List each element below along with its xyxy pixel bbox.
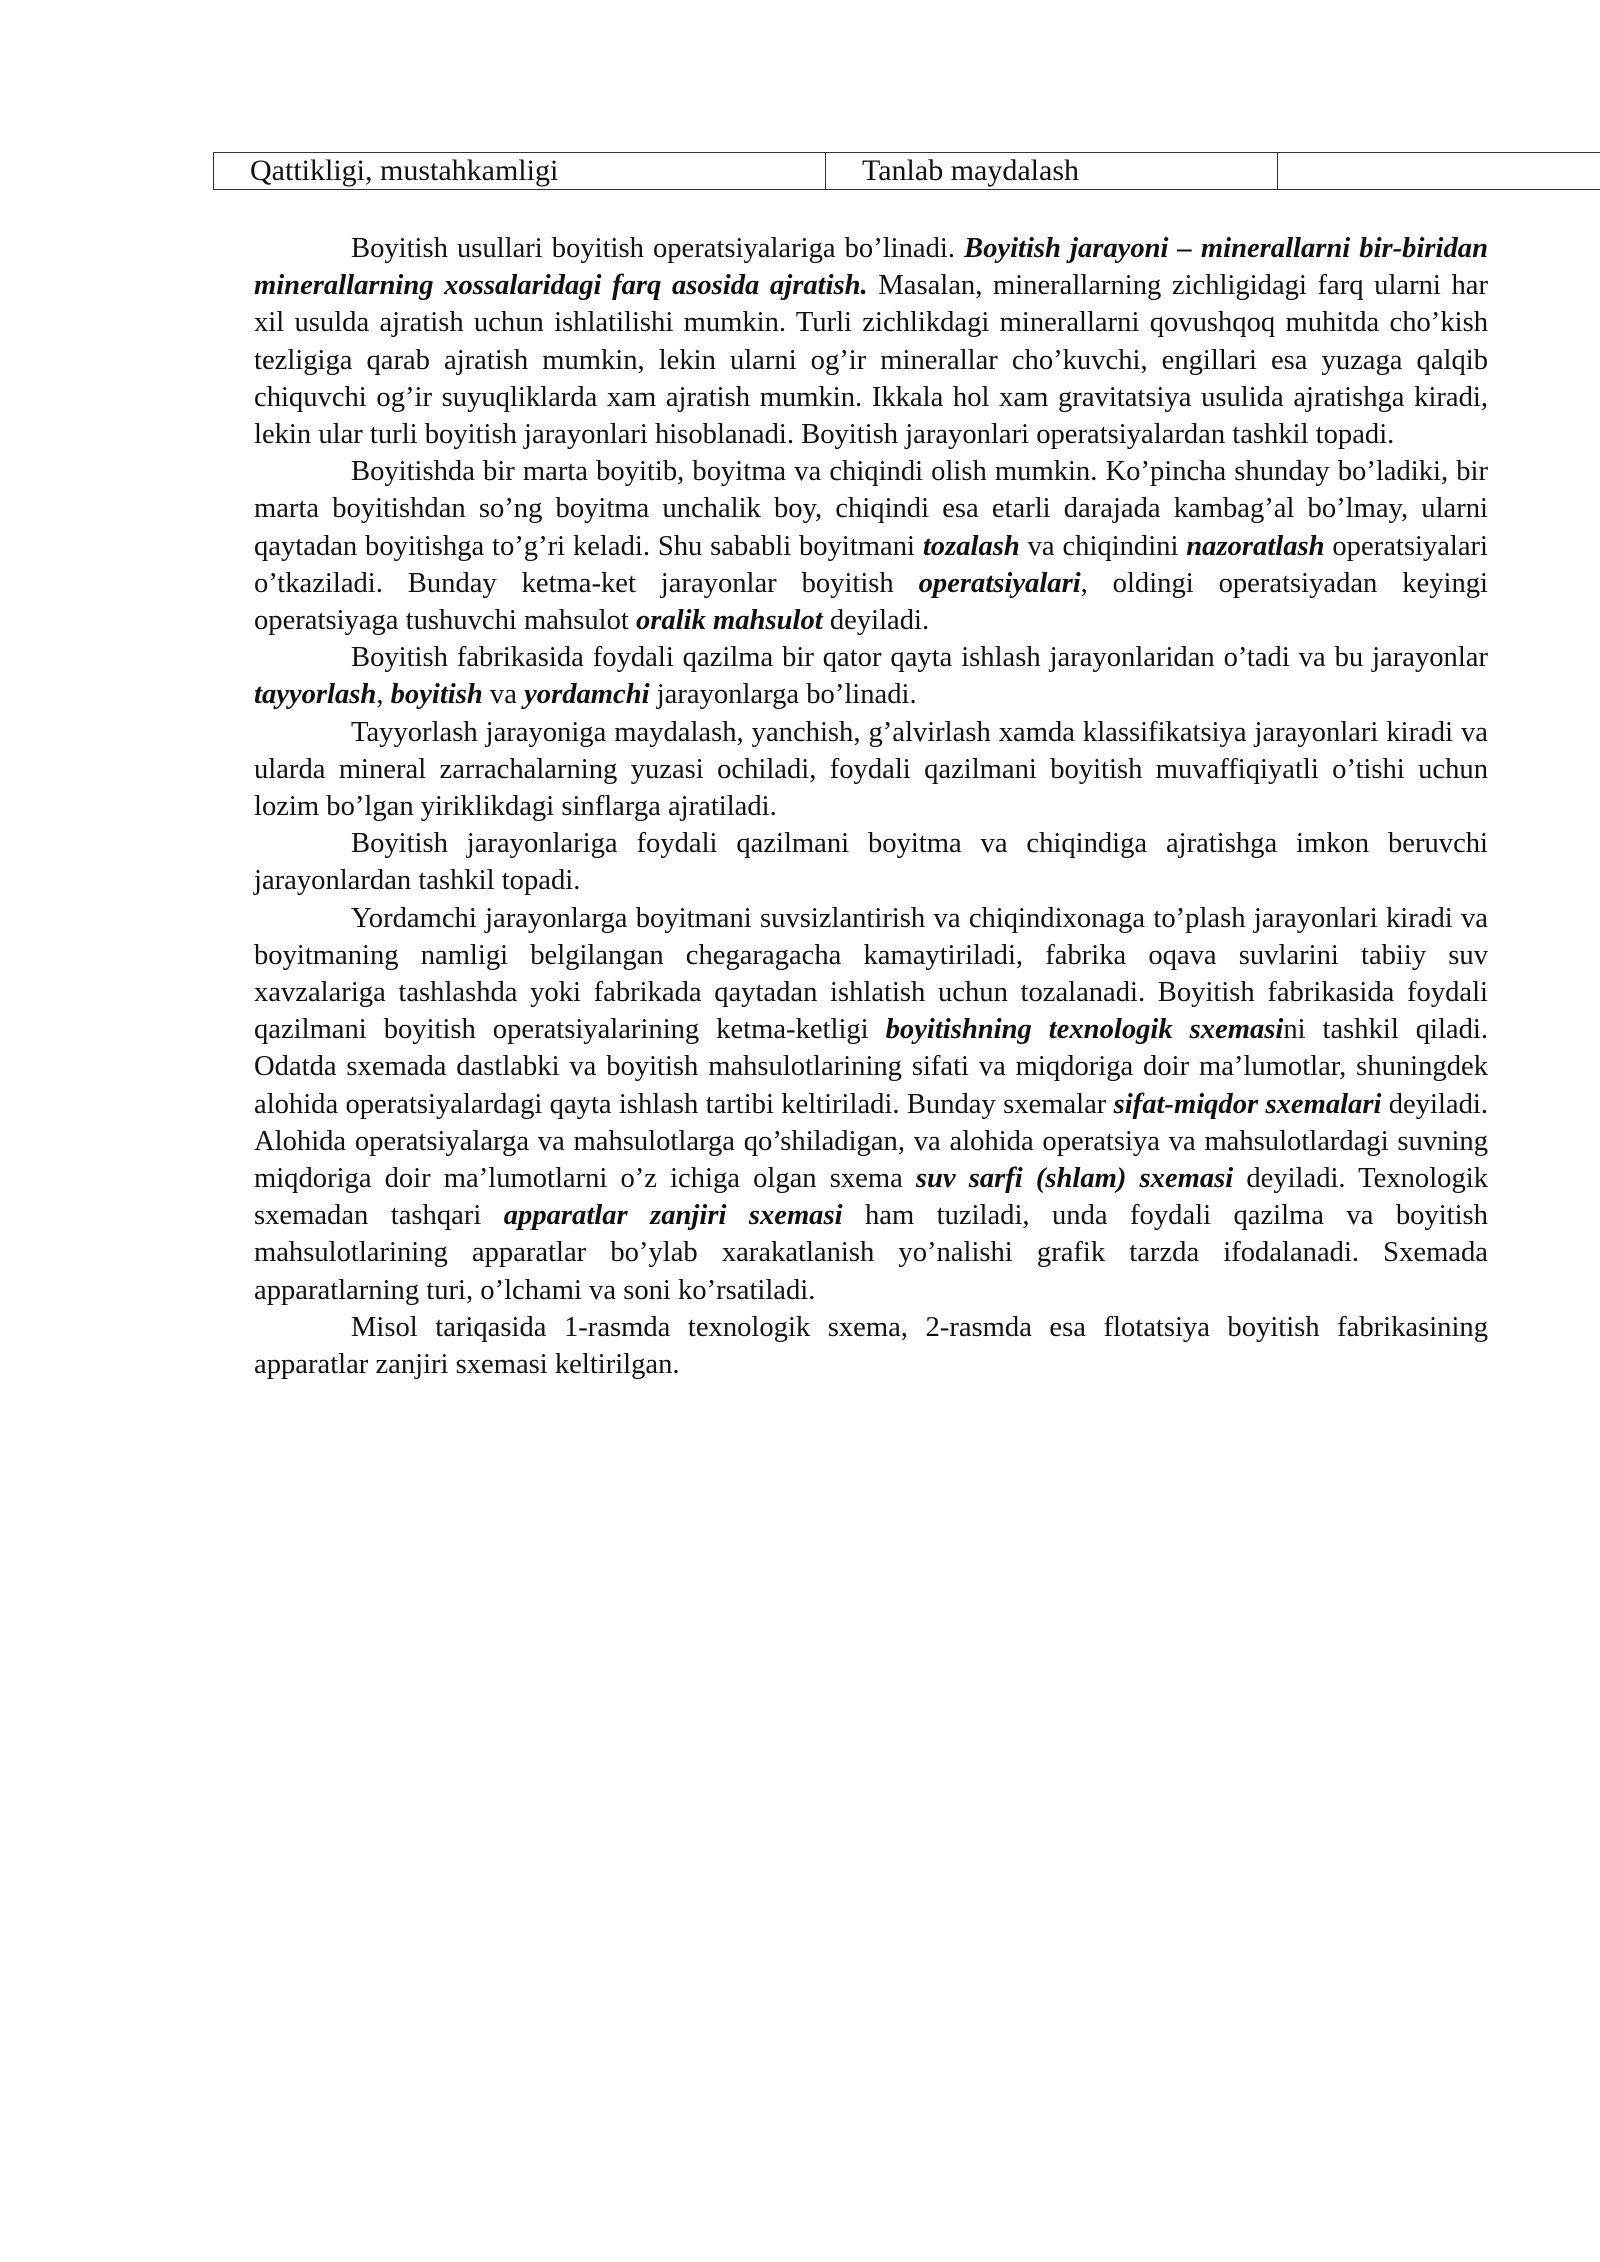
paragraph-text: Yordamchi jarayonlarga boyitmani suvsizlantirish va chiqindixonaga to’plash jarayonlari kiradi va boyitmaning namligi belgilangan chegaragacha kamaytiriladi, fabrika oqava suvlarini tabiiy suv xavzalariga tashlashda yoki fabrikada qaytadan ishlatish uchun tozalanadi. Boyitish fabrikasida foydali qazilmani boyitish operatsiyalarining ketma-ketligi	[254, 902, 1488, 1046]
document-body	[254, 230, 1488, 1383]
emphasized-term: yordamchi	[524, 679, 650, 711]
paragraph-text: Masalan, minerallarning zichligidagi farq ularni har xil usulda ajratish uchun ishlatilishi mumkin. Turli zichlikdagi minerallarni qovushqoq muhitda cho’kish tezligiga qarab ajratish mumkin, lekin ularni og’ir minerallar cho’kuvchi, engillari esa yuzaga qalqib chiquvchi og’ir suyuqliklarda xam ajratish mumkin. Ikkala hol xam gravitatsiya usulida ajratishga kiradi, lekin ular turli boyitish jarayonlari hisoblanadi. Boyitish jarayonlari operatsiyalardan tashkil topadi.	[254, 270, 1488, 451]
emphasized-term: sifat-miqdor sxemalari	[1113, 1088, 1382, 1120]
emphasized-term: boyitish	[390, 679, 483, 711]
emphasized-term: nazoratlash	[1186, 530, 1325, 562]
table-cell-property: Qattikligi, mustahkamligi	[214, 153, 826, 190]
emphasized-term: tozalash	[922, 530, 1020, 562]
body-paragraph	[254, 900, 1488, 1309]
body-paragraph	[254, 453, 1488, 639]
paragraph-text: operatsiyalari o’tkaziladi. Bunday ketma-ket jarayonlar boyitish	[254, 530, 1488, 599]
emphasized-term: tayyorlash	[254, 679, 377, 711]
paragraph-text: Boyitish fabrikasida foydali qazilma bir qator qayta ishlash jarayonlaridan o’tadi va bu jarayonlar	[351, 642, 1488, 674]
emphasized-term: operatsiyalari	[918, 567, 1081, 599]
paragraph-text: deyiladi. Texnologik sxemadan tashqari	[254, 1163, 1489, 1232]
paragraph-text: ham tuziladi, unda foydali qazilma va boyitish mahsulotlarining apparatlar bo’ylab xarakatlanish yo’nalishi grafik tarzda ifodalanadi. Sxemada apparatlarning turi, o’lchami va soni ko’rsatiladi.	[254, 1200, 1488, 1306]
properties-table	[213, 152, 1600, 190]
emphasized-term: boyitishning texnologik sxemasi	[885, 1014, 1284, 1046]
emphasized-term: apparatlar zanjiri sxemasi	[503, 1200, 843, 1232]
paragraph-text: Boyitishda bir marta boyitib, boyitma va chiqindi olish mumkin. Ko’pincha shunday bo’ladiki, bir marta boyitishdan so’ng boyitma unchalik boy, chiqindi esa etarli darajada kambag’al bo’lmay, ularni qaytadan boyitishga to’g’ri keladi. Shu sababli boyitmani	[254, 456, 1488, 562]
paragraph-text: deyiladi.	[822, 605, 930, 637]
body-paragraph	[254, 639, 1488, 713]
body-paragraph	[254, 230, 1488, 453]
paragraph-text: Tayyorlash jarayoniga maydalash, yanchish, g’alvirlash xamda klassifikatsiya jarayonlari kiradi va ularda mineral zarrachalarning yuzasi ochiladi, foydali qazilmani boyitish muvaffiqiyatli o’tishi uchun lozim bo’lgan yiriklikdagi sinflarga ajratiladi.	[254, 716, 1488, 823]
table-row	[214, 153, 1600, 190]
paragraph-text: deyiladi. Alohida operatsiyalarga va mahsulotlarga qo’shiladigan, va alohida operatsiya va mahsulotlardagi suvning miqdoriga doir ma’lumotlarni o’z ichiga olgan sxema	[254, 1088, 1488, 1195]
paragraph-text: Misol tariqasida 1-rasmda texnologik sxema, 2-rasmda esa flotatsiya boyitish fabrikasining apparatlar zanjiri sxemasi keltirilgan.	[254, 1311, 1488, 1381]
body-paragraph	[254, 714, 1488, 826]
paragraph-text: va chiqindini	[1019, 530, 1187, 562]
paragraph-text: jarayonlarga bo’linadi.	[649, 679, 917, 711]
table-cell-method: Tanlab maydalash	[826, 153, 1278, 190]
paragraph-text: , oldingi operatsiyadan keyingi operatsiyaga tushuvchi mahsulot	[254, 567, 1489, 637]
body-paragraph	[254, 825, 1488, 899]
emphasized-term: oralik mahsulot	[635, 605, 823, 637]
paragraph-text: va	[482, 679, 525, 711]
emphasized-term: Boyitish jarayoni – minerallarni bir-biridan minerallarning xossalaridagi farq asosida ajratish.	[254, 233, 1488, 302]
paragraph-text: ,	[376, 679, 391, 711]
paragraph-text: Boyitish jarayonlariga foydali qazilmani boyitma va chiqindiga ajratishga imkon beruvchi jarayonlardan tashkil topadi.	[254, 828, 1488, 897]
paragraph-text: ni tashkil qiladi. Odatda sxemada dastlabki va boyitish mahsulotlarining sifati va miqdoriga doir ma’lumotlar, shuningdek alohida operatsiyalardagi qayta ishlash tartibi keltiriladi. Bunday sxemalar	[254, 1014, 1488, 1120]
body-paragraph	[254, 1309, 1488, 1383]
paragraph-text: Boyitish usullari boyitish operatsiyalariga bo’linadi.	[351, 233, 965, 264]
emphasized-term: suv sarfi (shlam) sxemasi	[915, 1163, 1234, 1195]
table-cell-empty	[1278, 153, 1600, 190]
